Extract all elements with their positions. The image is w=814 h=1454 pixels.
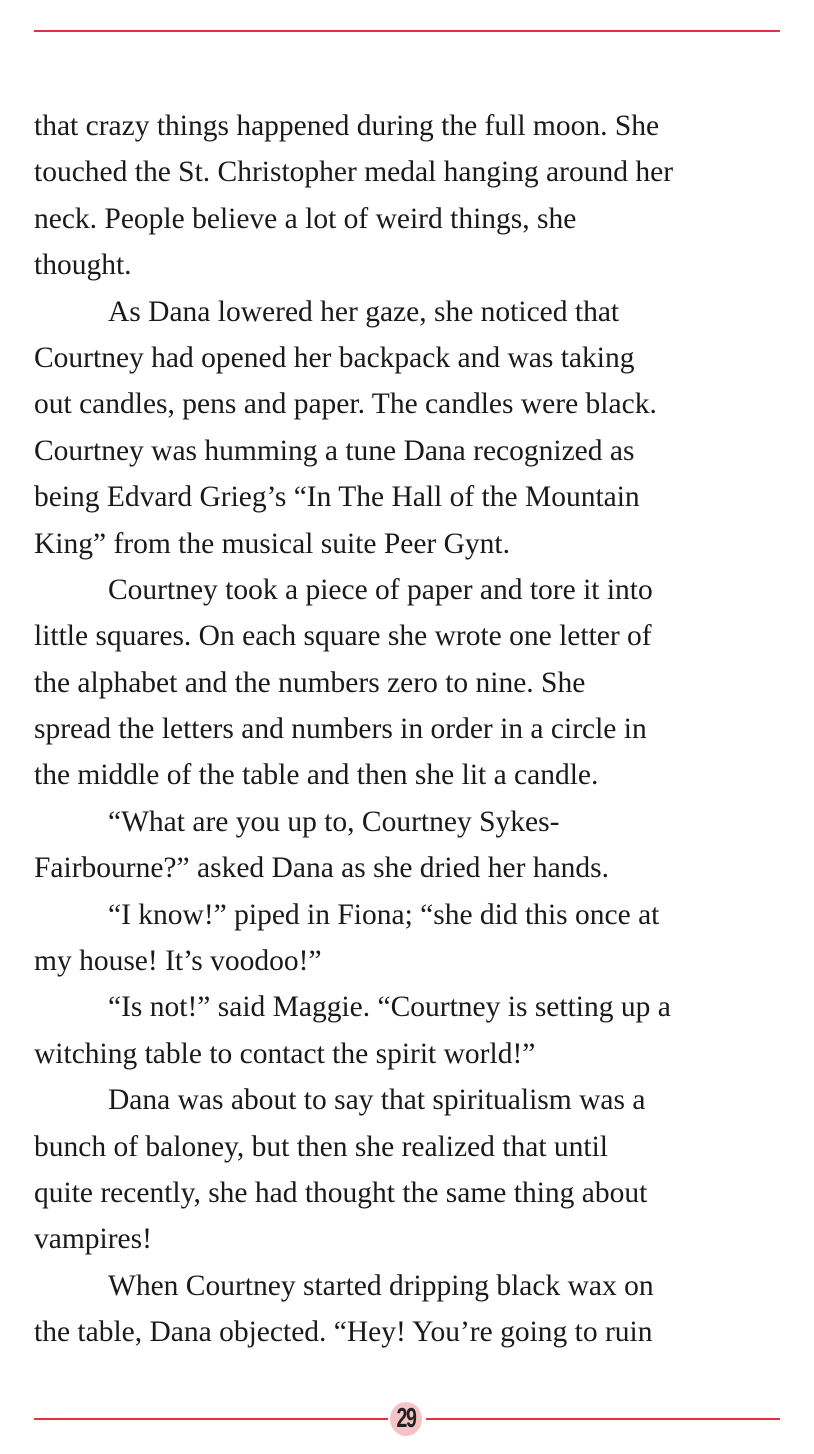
text-line: Courtney had opened her backpack and was taking [34, 341, 635, 374]
text-line: “What are you up to, Courtney Sykes- [108, 805, 560, 838]
text-line: As Dana lowered her gaze, she noticed that [108, 295, 620, 328]
text-line: touched the St. Christopher medal hanging around her [34, 156, 674, 189]
text-line: my house! It’s voodoo!” [34, 945, 322, 978]
text-line: When Courtney started dripping black wax on [108, 1269, 654, 1302]
text-line: vampires! [34, 1223, 152, 1256]
text-line: thought. [34, 249, 132, 282]
top-rule [34, 30, 780, 32]
text-line: little squares. On each square she wrote one letter of [34, 620, 652, 653]
body-text [34, 103, 794, 1356]
page-number: 29 [396, 1402, 416, 1433]
page-number-badge [386, 1400, 426, 1438]
text-line: the middle of the table and then she lit a candle. [34, 759, 599, 792]
text-line: quite recently, she had thought the same thing about [34, 1176, 648, 1209]
text-line: “I know!” piped in Fiona; “she did this once at [108, 898, 660, 931]
bottom-rule-left [34, 1418, 388, 1420]
text-line: Dana was about to say that spiritualism was a [108, 1084, 646, 1117]
text-line: King” from the musical suite Peer Gynt. [34, 527, 510, 560]
text-line: neck. People believe a lot of weird things, she [34, 202, 577, 235]
text-line: “Is not!” said Maggie. “Courtney is setting up a [108, 991, 671, 1024]
text-line: witching table to contact the spirit world!” [34, 1037, 536, 1070]
text-line: that crazy things happened during the full moon. She [34, 110, 660, 142]
text-line: out candles, pens and paper. The candles were black. [34, 388, 657, 421]
text-line: bunch of baloney, but then she realized that until [34, 1130, 608, 1163]
text-line: being Edvard Grieg’s “In The Hall of the Mountain [34, 481, 640, 514]
text-line: Courtney took a piece of paper and tore it into [108, 573, 653, 606]
bottom-rule-right [426, 1418, 780, 1420]
text-line: Courtney was humming a tune Dana recognized as [34, 434, 635, 467]
text-line: the alphabet and the numbers zero to nine. She [34, 666, 586, 699]
text-line: Fairbourne?” asked Dana as she dried her hands. [34, 852, 610, 885]
text-line: the table, Dana objected. “Hey! You’re going to ruin [34, 1316, 653, 1349]
text-line: spread the letters and numbers in order in a circle in [34, 713, 647, 746]
